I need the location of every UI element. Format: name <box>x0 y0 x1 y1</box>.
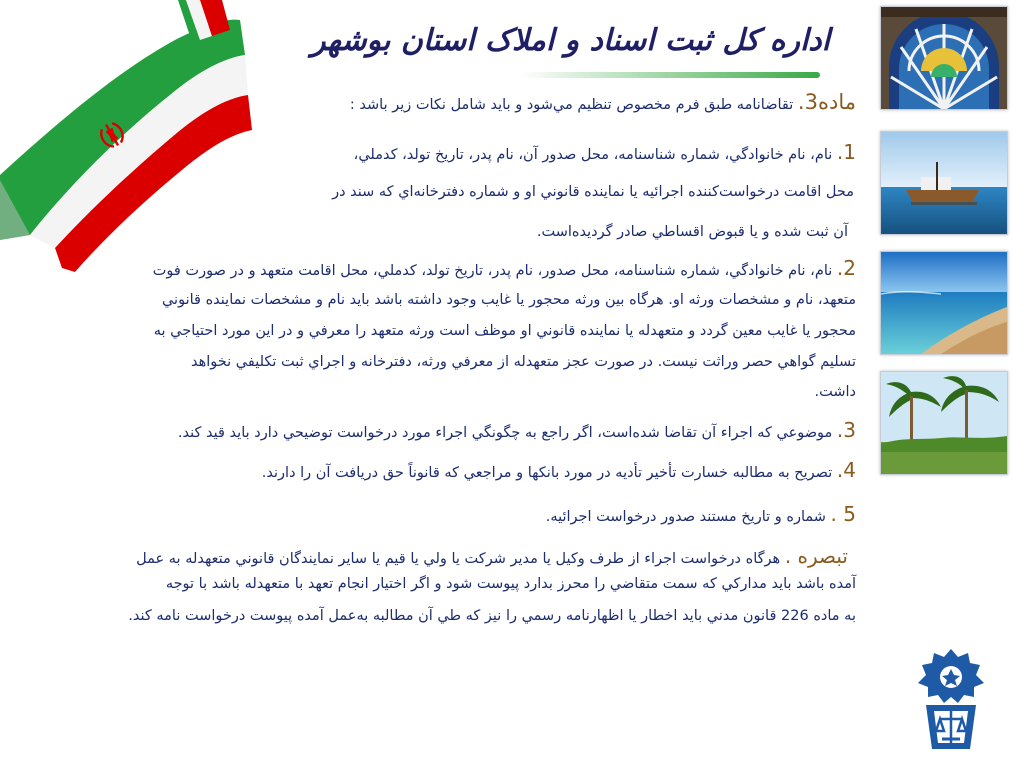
item-2-line-2: متعهد، نام و مشخصات ورثه او. هرگاه بين ورثه محجور يا غايب وجود داشته باشد بايد نام و مشخصات نماينده قانوني <box>161 292 856 308</box>
intro-text: تقاضانامه طبق فرم مخصوص تنظيم مي‌شود و بايد شامل نكات زير باشد : <box>349 97 794 113</box>
fishing-boat-image <box>880 131 1008 235</box>
item-5-number: 5 . <box>830 502 856 526</box>
item-5-text: شماره و تاريخ مستند صدور درخواست اجرائيه. <box>545 509 826 525</box>
note-text-1: هرگاه درخواست اجراء از طرف وكيل يا مدير شركت يا ولي يا قيم يا ساير نمايندگان قانوني متعهدله به عمل <box>136 551 781 567</box>
item-2-line-5: داشت. <box>814 384 856 400</box>
intro-label: ماده3. <box>797 90 856 114</box>
note-line-3: به ماده 226 قانون مدني بايد اخطار يا اظهارنامه رسمي را نيز كه طي آن مطالبه به‌عمل آمده پيوست درخواست نامه كند. <box>128 608 856 624</box>
palm-grove-image <box>880 371 1008 475</box>
page-title: اداره کل ثبت اسناد و املاک استان بوشهر <box>311 23 830 58</box>
item-1-line-1 <box>354 140 856 164</box>
item-3 <box>178 418 856 442</box>
item-5 <box>546 502 856 526</box>
item-1-line-3: آن ثبت شده و يا قبوض اقساطي صادر گرديده‌است. <box>536 224 848 240</box>
item-1-line-2: محل اقامت درخواست‌كننده اجرائيه يا نماينده قانوني او و شماره دفترخانه‌اي كه سند در <box>332 184 854 200</box>
coastline-image <box>880 251 1008 355</box>
stained-glass-window-image <box>880 6 1008 110</box>
item-2-line-3: محجور يا غايب معين گردد و متعهدله يا نماينده قانوني او موظف است ورثه متعهد را معرفي و در اين مورد احتياجي به <box>153 323 856 339</box>
item-4 <box>262 458 856 482</box>
item-2-line-1 <box>153 256 856 280</box>
intro-paragraph <box>350 90 856 114</box>
item-2-text-1: نام، نام خانوادگي، شماره شناسنامه، محل صدور، نام پدر، تاريخ تولد، كدملي، محل اقامت متعهد و در صورت فوت <box>152 263 833 279</box>
item-4-number: 4. <box>836 458 856 482</box>
title-underline <box>520 72 820 78</box>
iran-flag-decoration <box>0 0 300 280</box>
item-4-text: تصريح به مطالبه خسارت تأخير تأديه در مورد بانكها و مراجعي كه قانوناً حق دريافت آن را دارند. <box>261 465 833 481</box>
note-label: تبصره . <box>784 544 848 568</box>
item-3-text: موضوعي كه اجراء آن تقاضا شده‌است، اگر راجع به چگونگي اجراء مورد درخواست توضيحي دارد بايد قيد كند. <box>177 425 833 441</box>
item-1-number: 1. <box>836 140 856 164</box>
item-3-number: 3. <box>836 418 856 442</box>
item-2-line-4: تسليم گواهي حصر وراثت نيست. در صورت عجز متعهدله از معرفي ورثه، دفترخانه و اجراي ثبت تكليفي نخواهد <box>191 354 856 370</box>
item-2-number: 2. <box>836 256 856 280</box>
organization-logo-icon <box>912 645 990 755</box>
note-line-2: آمده باشد بايد مداركي كه سمت متقاضي را محرز بدارد پيوست شود و اگر اختيار انجام تعهد با متعهدله باشد با توجه <box>165 576 856 592</box>
note-line-1 <box>136 544 848 568</box>
item-1-text-1: نام، نام خانوادگي، شماره شناسنامه، محل صدور آن، نام پدر، تاريخ تولد، كدملي، <box>353 147 833 163</box>
